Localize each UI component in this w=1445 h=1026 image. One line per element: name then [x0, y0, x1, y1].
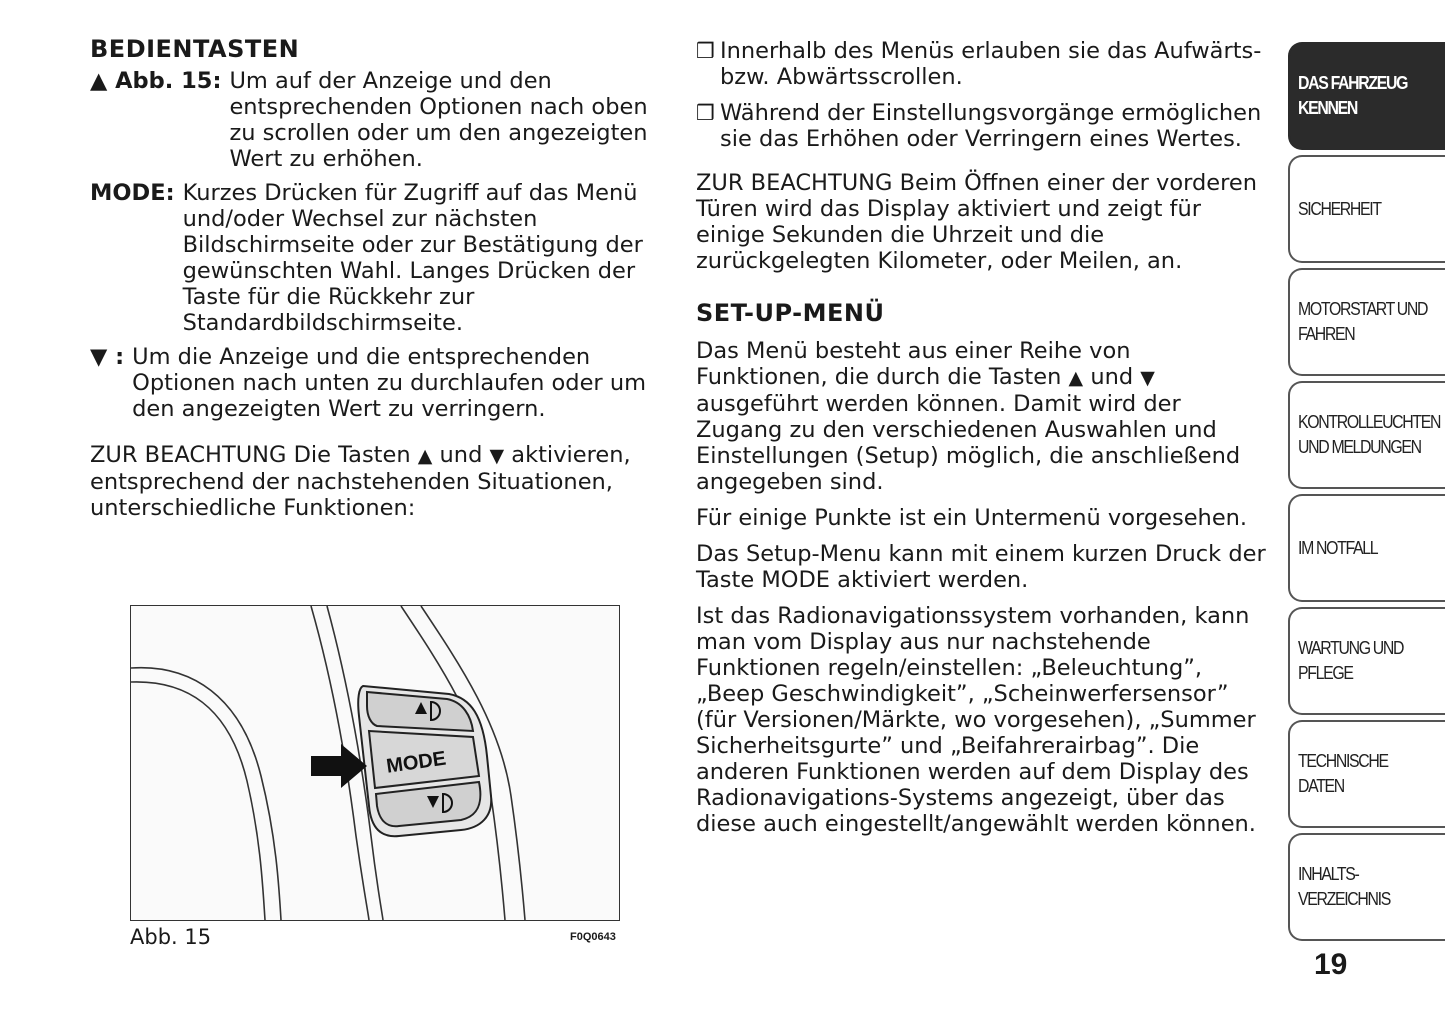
definition-term: MODE: — [90, 180, 175, 206]
steering-wheel-illustration — [131, 606, 619, 920]
tab-technische-daten[interactable] — [1288, 720, 1445, 828]
bullet-item — [696, 38, 1266, 90]
tab-label: IM NOTFALL — [1298, 537, 1378, 558]
note-display: ZUR BEACHTUNG Beim Öffnen einer der vorderen Türen wird das Display aktiviert und zeigt für einige Sekunden die Uhrzeit und die zurückgelegten Kilometer, oder Meilen, an. — [696, 170, 1257, 274]
figure-code: F0Q0643 — [570, 931, 616, 943]
tab-label: TECHNISCHE DATEN — [1298, 751, 1388, 796]
paragraph-menu — [696, 338, 1266, 495]
tab-kontrolleuchten[interactable] — [1288, 381, 1445, 489]
tab-wartung-und-pflege[interactable] — [1288, 607, 1445, 715]
definition-down — [90, 344, 650, 422]
left-column — [90, 36, 650, 531]
up-triangle-icon: ▲ — [1068, 367, 1084, 389]
tab-label: PFLEGE — [1298, 663, 1353, 683]
up-triangle-icon: ▲ — [417, 445, 433, 467]
down-triangle-icon: ▼ — [489, 445, 505, 467]
tab-label: SICHERHEIT — [1298, 198, 1381, 219]
paragraph-text: und — [1090, 364, 1134, 390]
note-tasten — [90, 442, 650, 521]
paragraph-setup: Das Setup-Menu kann mit einem kurzen Druck der Taste MODE aktiviert werden. — [696, 541, 1266, 593]
definition-term: ▼ : — [90, 344, 125, 370]
page-number: 19 — [1314, 948, 1348, 981]
tab-label: KONTROLLEUCHTEN — [1298, 412, 1441, 432]
mode-button-label: MODE — [384, 747, 448, 778]
section-heading-setup: SET-UP-MENÜ — [696, 299, 885, 327]
tab-inhaltsverzeichnis[interactable] — [1288, 833, 1445, 941]
note-text: aktivieren, entsprechend der nachstehenden Situationen, unterschiedliche Funktionen: — [90, 442, 631, 521]
tab-im-notfall[interactable] — [1288, 494, 1445, 602]
tab-label: MOTORSTART UND — [1298, 299, 1428, 319]
bullet-text: Innerhalb des Menüs erlauben sie das Aufwärts- bzw. Abwärtsscrollen. — [720, 38, 1262, 90]
bullet-item — [696, 100, 1266, 152]
tab-label: VERZEICHNIS — [1298, 889, 1390, 909]
tab-das-fahrzeug-kennen[interactable] — [1288, 42, 1445, 150]
tab-label: KENNEN — [1298, 98, 1357, 118]
figure-caption: Abb. 15 — [130, 925, 212, 949]
note-text: ZUR BEACHTUNG Die Tasten — [90, 442, 411, 468]
middle-column — [696, 38, 1266, 847]
down-triangle-icon: ▼ — [1140, 367, 1155, 389]
paragraph-text: ausgeführt werden können. Damit wird der Zugang zu den verschiedenen Auswahlen und Einstellungen (Setup) möglich, die anschließend angegeben sind. — [696, 391, 1241, 495]
tab-motorstart-und-fahren[interactable] — [1288, 268, 1445, 376]
checkbox-bullet-icon: ❒ — [696, 101, 715, 125]
paragraph-text: Das Menü besteht aus einer Reihe von Funktionen, die durch die Tasten — [696, 338, 1131, 390]
paragraph-submenu: Für einige Punkte ist ein Untermenü vorgesehen. — [696, 505, 1248, 531]
note-text: und — [439, 442, 483, 468]
tab-label: DAS FAHRZEUG — [1298, 73, 1408, 93]
tab-label: WARTUNG UND — [1298, 638, 1404, 658]
paragraph-radionav: Ist das Radionavigationssystem vorhanden, kann man vom Display aus nur nachstehende Funktionen regeln/einstellen: „Beleuchtung”, „Beep Geschwindigkeit”, „Scheinwerfersensor” (für Versionen/Märkte, wo vorgesehen), „Summer Sicherheitsgurte” und „Beifahrerairbag”. Die anderen Funktionen werden auf dem Display des Radionavigations-Systems angezeigt, über das diese auch eingestellt/angewählt werden können. — [696, 603, 1256, 837]
section-heading-bedientasten: BEDIENTASTEN — [90, 35, 300, 63]
definition-desc: Um die Anzeige und die entsprechenden Optionen nach unten zu durchlaufen oder um den angezeigten Wert zu verringern. — [132, 344, 647, 422]
tab-sicherheit[interactable] — [1288, 155, 1445, 263]
definition-desc: Um auf der Anzeige und den entsprechenden Optionen nach oben zu scrollen oder um den angezeigten Wert zu erhöhen. — [229, 68, 648, 172]
tab-label: INHALTS- — [1298, 864, 1359, 884]
definition-desc: Kurzes Drücken für Zugriff auf das Menü und/oder Wechsel zur nächsten Bildschirmseite oder zur Bestätigung der gewünschten Wahl. Langes Drücken der Taste für die Rückkehr zur Standardbildschirmseite. — [182, 180, 643, 336]
definition-mode — [90, 180, 650, 336]
definition-term: ▲ Abb. 15: — [90, 68, 222, 94]
checkbox-bullet-icon: ❒ — [696, 39, 715, 63]
bullet-text: Während der Einstellungsvorgänge ermöglichen sie das Erhöhen oder Verringern eines Wertes. — [720, 100, 1262, 152]
figure-steering-buttons — [130, 605, 620, 921]
definition-up — [90, 68, 650, 172]
tab-label: FAHREN — [1298, 324, 1355, 344]
chapter-tabs — [1288, 42, 1445, 946]
tab-label: UND MELDUNGEN — [1298, 437, 1421, 457]
